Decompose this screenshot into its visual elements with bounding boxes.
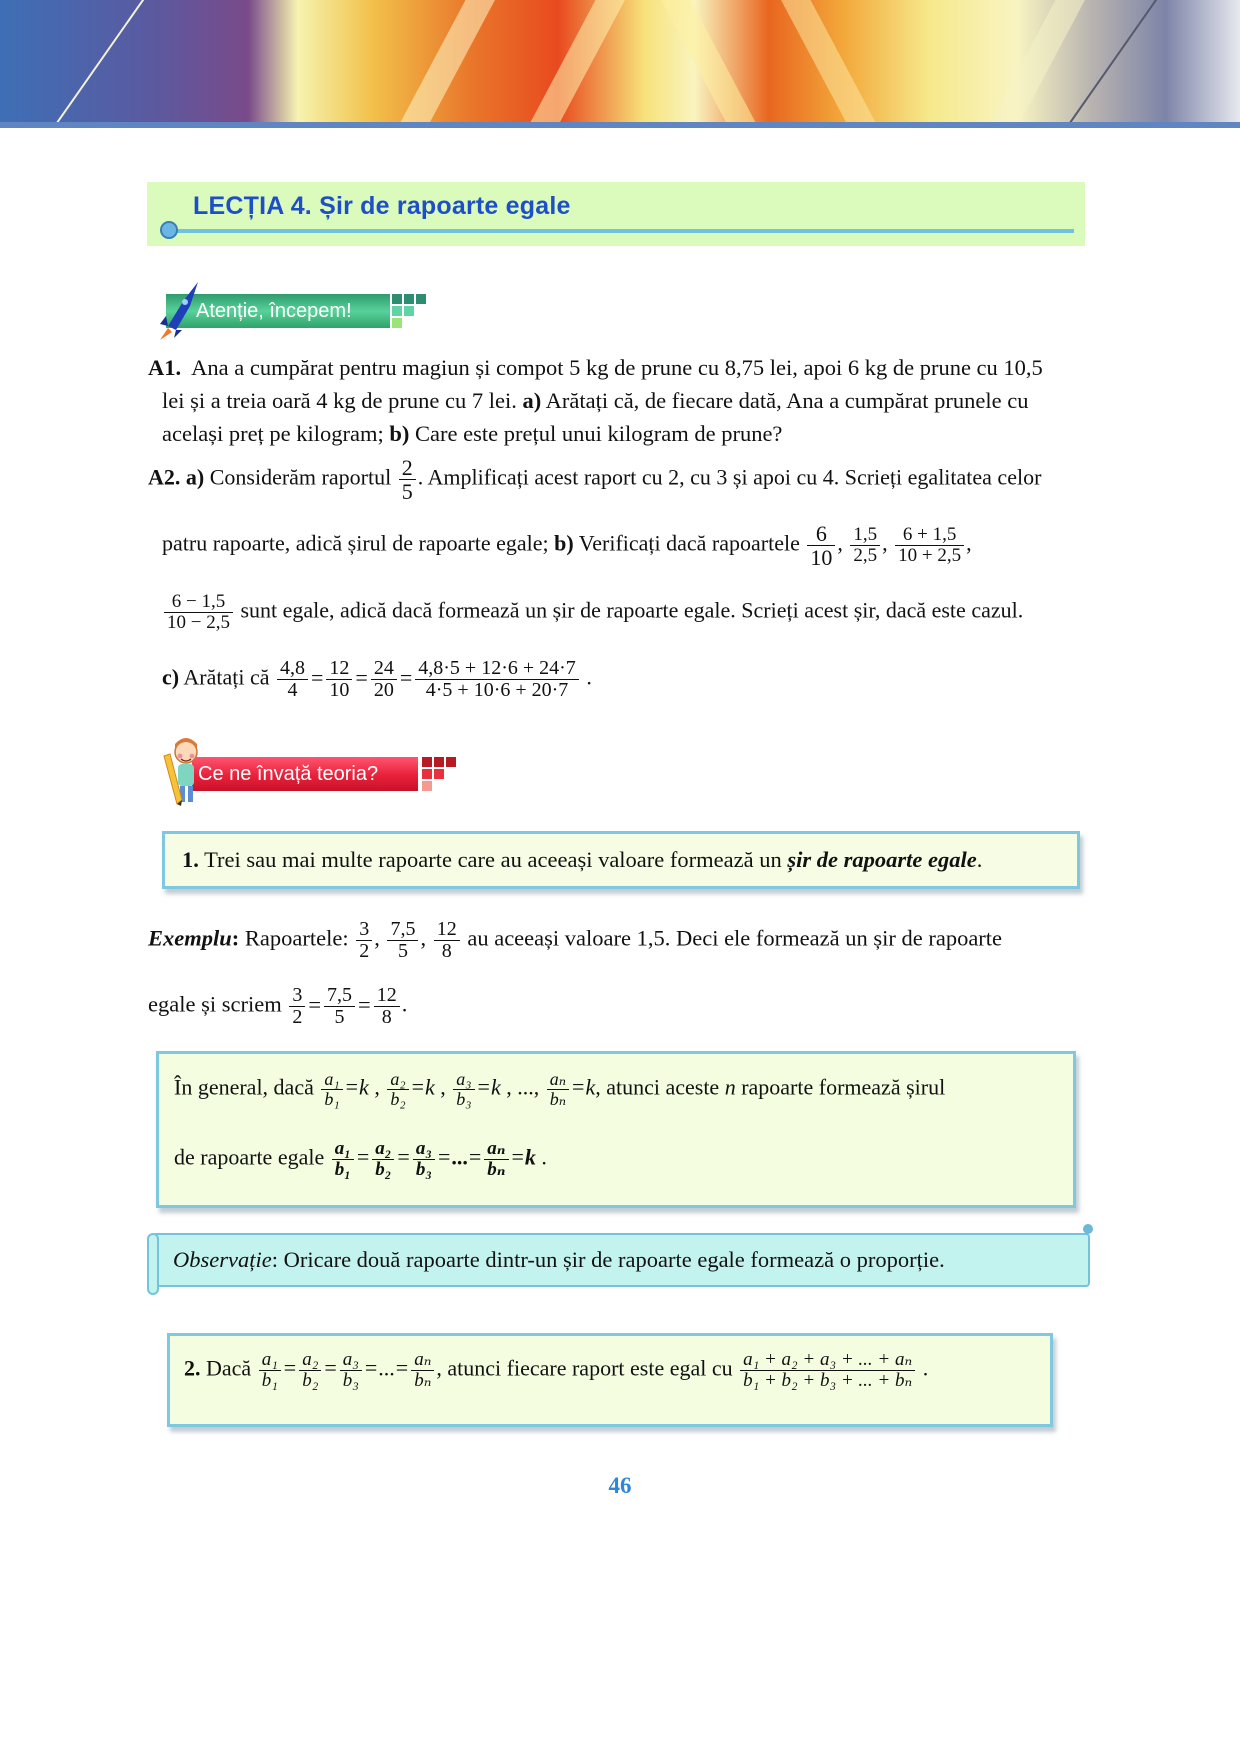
decor-square — [416, 294, 426, 304]
fraction: $\frac{\text{a₂}}{\text{b₂}}$ — [387, 1070, 408, 1109]
definition-number: 2. — [184, 1355, 201, 1381]
definition-box-1: 1. Trei sau mai multe rapoarte care au aceeași valoare formează un șir de rapoarte egale. — [162, 831, 1080, 889]
fraction: $\frac{\text{a₁}}{\text{b₁}}$ — [259, 1350, 281, 1391]
sum-fraction: $\frac{\text{a₁ + a₂ + a₃ + ... + aₙ}}{\text{b₁ + b₂ + b₃ + ... + bₙ}}$ — [740, 1350, 915, 1391]
fraction: $\frac{\text{a₂}}{\text{b₂}}$ — [372, 1139, 394, 1180]
fraction: $\frac{2}{5}$ — [399, 456, 416, 503]
rocket-icon — [154, 280, 206, 342]
rule-text: În general, dacă — [174, 1074, 320, 1100]
page-number: 46 — [608, 1473, 632, 1498]
decor-square — [422, 769, 432, 779]
kid-with-pencil-icon — [160, 738, 206, 806]
fraction: $\frac{\text{aₙ}}{\text{bₙ}}$ — [411, 1350, 434, 1391]
fraction: $\frac{\text{a₃}}{\text{b₃}}$ — [453, 1070, 474, 1109]
definition-number: 1. — [182, 847, 199, 872]
definition-text: Trei sau mai multe rapoarte care au aceeași valoare formează un — [198, 847, 788, 872]
exercise-a2-a — [148, 456, 1098, 503]
subpoint-label: a) — [185, 464, 205, 490]
exercise-label: A2. — [148, 464, 181, 490]
decor-square — [392, 318, 402, 328]
exercise-text: Verificați dacă rapoartele — [573, 530, 800, 556]
title-bullet-icon — [160, 221, 178, 239]
exercise-text: lei și a treia oară 4 kg de prune cu 7 lei. — [162, 388, 523, 413]
fraction: $\frac{3}{2}$ — [356, 919, 372, 962]
exercise-text: Arătați că, de fiecare dată, Ana a cumpărat prunele cu — [541, 388, 1029, 413]
section-badge-theory — [192, 757, 418, 791]
decor-square — [392, 306, 402, 316]
fraction: $\frac{\text{aₙ}}{\text{bₙ}}$ — [547, 1070, 569, 1109]
subpoint-label: a) — [522, 388, 542, 413]
exercise-text: Arătați că — [179, 664, 275, 690]
example-line-2: egale și scriem $\frac{3}{2}$ = $\frac{7,5}{5}$ = $\frac{12}{8}$ . — [148, 984, 408, 1028]
subpoint-label: b) — [554, 530, 574, 556]
fraction: $\frac{12}{8}$ — [434, 919, 460, 962]
definition-term: șir de rapoarte egale — [787, 847, 977, 872]
definition-text: , atunci fiecare raport este egal cu — [436, 1355, 739, 1381]
exercise-label: A1. — [148, 355, 182, 380]
exercise-text: același preț pe kilogram; — [162, 421, 390, 446]
example-label: Exemplu — [148, 925, 232, 951]
exercise-a1 — [148, 351, 1098, 450]
rule-text: rapoarte formează șirul — [735, 1074, 946, 1100]
banner-bottom-rule — [0, 122, 1240, 128]
rule-text: , atunci aceste — [595, 1074, 725, 1100]
exercise-text: patru rapoarte, adică șirul de rapoarte egale; — [162, 530, 555, 556]
exercise-text: sunt egale, adică dacă formează un șir de rapoarte egale. Scrieți acest șir, dacă este cazul. — [234, 597, 1024, 623]
header-banner-image — [0, 0, 1240, 128]
fraction: $\frac{4,8\cdot 5 + 12\cdot 6 + 24\cdot 7}{4\cdot 5 + 10\cdot 6 + 20\cdot 7}$ — [415, 658, 579, 701]
fraction: $\frac{\text{aₙ}}{\text{bₙ}}$ — [484, 1139, 508, 1180]
fraction: $\frac{4,8}{4}$ — [277, 658, 308, 701]
example-block: Exemplu: Rapoartele: $\frac{3}{2}$ , $\frac{7,5}{5}$ , $\frac{12}{8}$ au aceeași valoare 1,5. Deci ele formează un șir de rapoarte — [148, 918, 1003, 962]
fraction: $\frac{7,5}{5}$ — [387, 919, 418, 962]
example-text: egale și scriem — [148, 991, 288, 1017]
decor-square — [434, 769, 444, 779]
fraction: $\frac{24}{20}$ — [371, 658, 397, 701]
fraction: $\frac{6}{10}$ — [807, 522, 835, 569]
fraction: $\frac{\text{a₃}}{\text{b₃}}$ — [413, 1139, 435, 1180]
title-rule — [170, 229, 1074, 233]
fraction: $\frac{\text{a₂}}{\text{b₂}}$ — [299, 1350, 321, 1391]
decor-square — [404, 306, 414, 316]
lesson-title: LECȚIA 4. Șir de rapoarte egale — [193, 192, 571, 220]
fraction: $\frac{12}{8}$ — [374, 985, 400, 1028]
observation-box — [152, 1233, 1090, 1287]
decor-square — [422, 757, 432, 767]
exercise-a2-b: patru rapoarte, adică șirul de rapoarte egale; b) Verificați dacă rapoartele $\frac{6}{10}$ , $\frac{1,5}{2,5}$ , $\frac{6 + 1,5}{10 + 2,5}$ , — [162, 521, 972, 571]
scroll-curl-right — [1083, 1224, 1093, 1234]
fraction: $\frac{12}{10}$ — [326, 658, 352, 701]
section-badge-label: Atenție, începem! — [196, 300, 352, 322]
subpoint-label: b) — [389, 421, 410, 446]
fraction: $\frac{6 + 1,5}{10 + 2,5}$ — [895, 525, 964, 566]
fraction: $\frac{\text{a₁}}{\text{b₁}}$ — [332, 1139, 354, 1180]
exercise-text: . Amplificați acest raport cu 2, cu 3 și apoi cu 4. Scrieți egalitatea celor — [417, 464, 1042, 490]
decor-square — [446, 757, 456, 767]
definition-text: Dacă — [200, 1355, 257, 1381]
example-text: au aceeași valoare 1,5. Deci ele formează un șir de rapoarte — [467, 925, 1003, 951]
fraction: $\frac{1,5}{2,5}$ — [850, 525, 880, 566]
definition-box-2: 2. Dacă $\frac{\text{a₁}}{\text{b₁}}$ = $\frac{\text{a₂}}{\text{b₂}}$ = $\frac{\text{a₃}}{\text{b₃}}$ =...= $\frac{\text{aₙ}}{\text{bₙ}}$ , atunci fiecare raport este egal cu $\frac{\text{a₁ + a₂ + a₃ + ... + aₙ}}{\text{b₁ + b₂ + b₃ + ... + bₙ}}$ . — [167, 1333, 1053, 1427]
exercise-a2-b-cont — [162, 592, 1102, 633]
exercise-text: Ana a cumpărat pentru magiun și compot 5 kg de prune cu 8,75 lei, apoi 6 kg de prune cu 10,5 — [191, 355, 1043, 380]
example-text: Rapoartele: — [239, 925, 355, 951]
fraction: $\frac{3}{2}$ — [289, 985, 305, 1028]
exercise-text: Care este prețul unui kilogram de prune? — [409, 421, 783, 446]
rule-text: de rapoarte egale — [174, 1144, 330, 1170]
observation-label: Observație — [173, 1247, 272, 1272]
fraction: $\frac{7,5}{5}$ — [324, 985, 355, 1028]
decor-square — [434, 757, 444, 767]
fraction: $\frac{6 - 1,5}{10 - 2,5}$ — [164, 592, 233, 633]
exercise-text: Considerăm raportul — [204, 464, 397, 490]
general-rule-box: În general, dacă $\frac{\text{a₁}}{\text{b₁}}$ =k , $\frac{\text{a₂}}{\text{b₂}}$ =k , $\frac{\text{a₃}}{\text{b₃}}$ =k , ..., $\frac{\text{aₙ}}{\text{bₙ}}$ =k, atunci aceste n rapoarte formează șirul de rapoarte egale $\frac{\text{a₁}}{\text{b₁}}$ = $\frac{\text{a₂}}{\text{b₂}}$ = $\frac{\text{a₃}}{\text{b₃}}$ =...= $\frac{\text{aₙ}}{\text{bₙ}}$ =k . — [156, 1051, 1076, 1208]
scroll-curl-left — [147, 1233, 159, 1295]
fraction: $\frac{\text{a₃}}{\text{b₃}}$ — [340, 1350, 362, 1391]
fraction: $\frac{\text{a₁}}{\text{b₁}}$ — [321, 1070, 342, 1109]
section-badge-label: Ce ne învață teoria? — [198, 763, 379, 785]
decor-square — [404, 294, 414, 304]
decor-square — [422, 781, 432, 791]
exercise-a2-c: c) Arătați că $\frac{4,8}{4}$ = $\frac{12}{10}$ = $\frac{24}{20}$ = $\frac{4,8\cdot 5 + 12\cdot 6 + 24\cdot 7}{4\cdot 5 + 10\cdot 6 + 20\cdot 7}$ . — [162, 657, 592, 701]
decor-square — [392, 294, 402, 304]
subpoint-label: c) — [162, 664, 180, 690]
observation-text: : Oricare două rapoarte dintr-un șir de rapoarte egale formează o proporție. — [271, 1247, 945, 1272]
